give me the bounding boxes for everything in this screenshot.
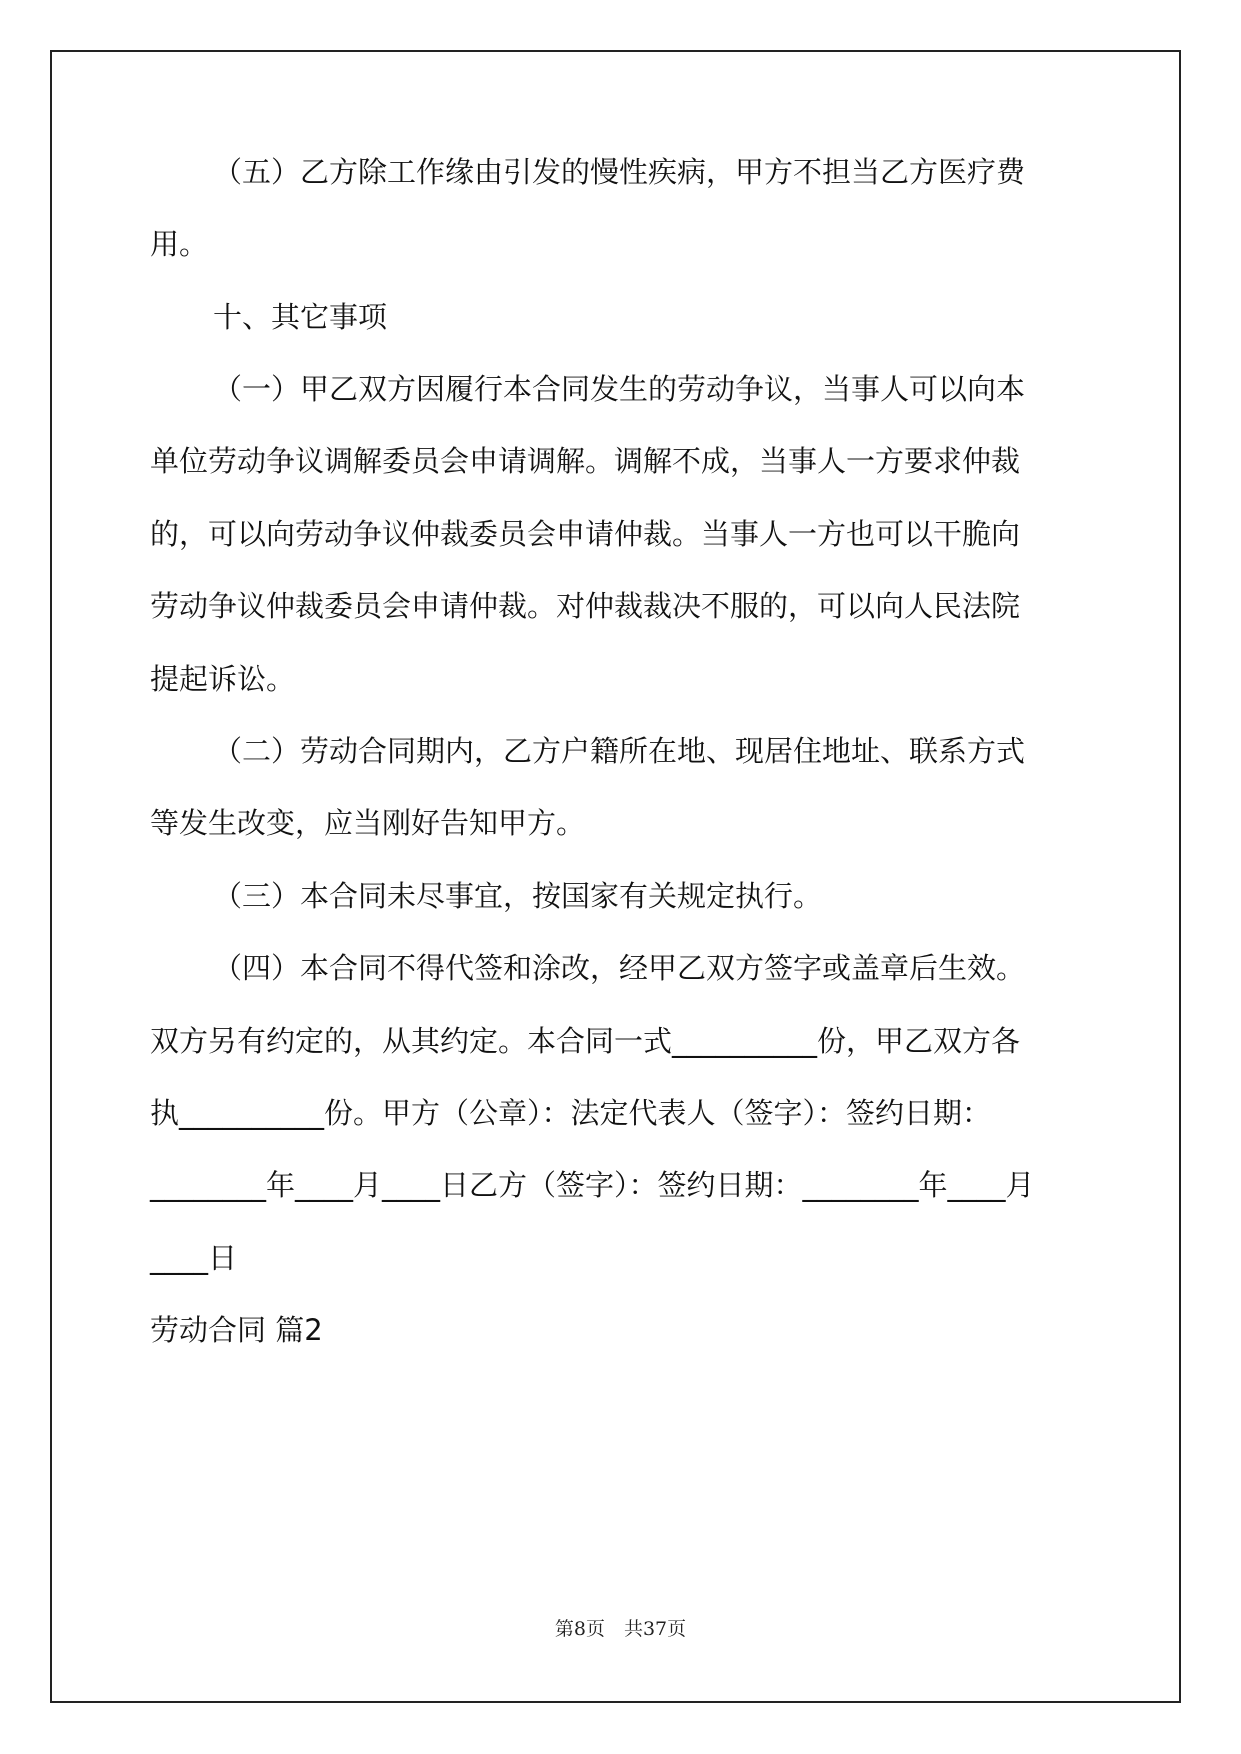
- clause-3-line-1: （三）本合同未尽事宜，按国家有关规定执行。: [213, 879, 823, 913]
- next-contract-heading: 劳动合同 篇2: [150, 1313, 323, 1347]
- clause-2-line-1: （二）劳动合同期内，乙方户籍所在地、现居住地址、联系方式: [213, 734, 1026, 768]
- clause-1-line-5: 提起诉讼。: [150, 662, 296, 696]
- clause-5-line-2: 用。: [150, 227, 209, 261]
- clause-5-line-1: （五）乙方除工作缘由引发的慢性疾病，甲方不担当乙方医疗费: [213, 155, 1026, 189]
- clause-1-line-2: 单位劳动争议调解委员会申请调解。调解不成，当事人一方要求仲裁: [150, 444, 1021, 478]
- clause-1-line-3: 的，可以向劳动争议仲裁委员会申请仲裁。当事人一方也可以干脆向: [150, 517, 1021, 551]
- clause-1-line-1: （一）甲乙双方因履行本合同发生的劳动争议，当事人可以向本: [213, 372, 1026, 406]
- clause-4-line-4: ________年____月____日乙方（签字）：签约日期：________年____月: [150, 1168, 1035, 1202]
- clause-4-line-1: （四）本合同不得代签和涂改，经甲乙双方签字或盖章后生效。: [213, 951, 1026, 985]
- clause-1-line-4: 劳动争议仲裁委员会申请仲裁。对仲裁裁决不服的，可以向人民法院: [150, 589, 1021, 623]
- clause-4-line-5: ____日: [150, 1241, 238, 1275]
- section-heading-other-matters: 十、其它事项: [213, 300, 388, 334]
- clause-4-line-2: 双方另有约定的，从其约定。本合同一式__________份，甲乙双方各: [150, 1024, 1021, 1058]
- clause-2-line-2: 等发生改变，应当刚好告知甲方。: [150, 806, 586, 840]
- clause-4-line-3: 执__________份。甲方（公章）：法定代表人（签字）：签约日期：: [150, 1096, 992, 1130]
- page-footer: 第8页 共37页: [554, 1618, 687, 1640]
